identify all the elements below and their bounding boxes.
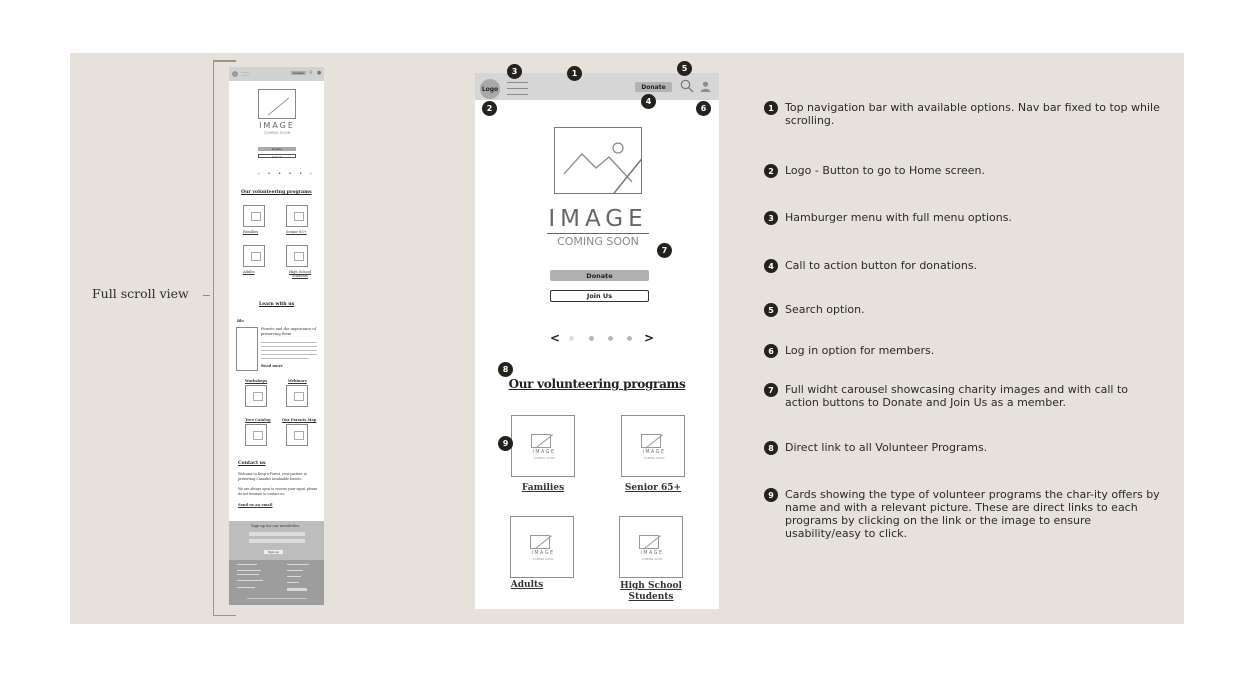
thumb-card <box>286 424 308 446</box>
thumb-article-image <box>236 327 258 371</box>
thumb-social-icons <box>287 588 307 591</box>
badge-8: 8 <box>498 362 513 377</box>
thumb-hero-image <box>258 89 296 119</box>
legend-text: Hamburger menu with full menu options. <box>785 211 1012 224</box>
thumb-newsletter-input <box>249 539 305 543</box>
card-coming-soon: COMING SOON <box>532 557 554 561</box>
legend-number: 2 <box>764 164 778 178</box>
card-title-senior[interactable]: Senior 65+ <box>624 483 682 493</box>
thumb-copyright <box>247 598 307 599</box>
card-coming-soon: COMING SOON <box>533 456 555 460</box>
volunteering-programs-link[interactable]: Our volunteering programs <box>508 377 686 391</box>
thumb-learn-label: Tree Catalog <box>245 418 271 422</box>
carousel-dot[interactable] <box>608 336 613 341</box>
thumb-footer-text <box>287 582 299 583</box>
thumb-footer-text <box>237 564 257 565</box>
thumb-footer-text <box>237 570 261 571</box>
carousel-prev-arrow[interactable]: < <box>550 331 561 345</box>
thumb-footer-text <box>237 587 255 588</box>
card-image-text: IMAGE <box>531 551 555 556</box>
thumb-logo <box>232 71 238 77</box>
thumb-read-more: Read more <box>261 364 283 368</box>
card-title-high-school[interactable]: High School Students <box>620 581 682 602</box>
legend-text: Full widht carousel showcasing charity images and with call to action buttons to Donate and Join Us as a member. <box>785 383 1129 409</box>
image-divider <box>547 233 649 234</box>
legend-number: 5 <box>764 303 778 317</box>
badge-4: 4 <box>641 94 656 109</box>
thumb-footer-text <box>237 580 263 581</box>
carousel-dot[interactable] <box>589 336 594 341</box>
thumb-article-text <box>261 354 317 355</box>
badge-6: 6 <box>696 101 711 116</box>
program-card-senior[interactable] <box>621 415 685 477</box>
carousel-dot[interactable] <box>569 336 574 341</box>
thumb-learn-title: Learn with us <box>259 302 295 307</box>
thumb-join-hero: Join Us <box>258 154 296 158</box>
thumb-newsletter-title: Sign up for our newsletter <box>251 524 300 528</box>
legend-text: Direct link to all Volunteer Programs. <box>785 441 988 454</box>
thumb-user-icon: ● <box>317 70 322 76</box>
thumb-image-text: IMAGE <box>259 121 295 130</box>
user-icon[interactable] <box>700 81 711 92</box>
thumb-footer <box>229 560 324 605</box>
thumb-footer-text <box>287 570 303 571</box>
thumb-card <box>286 205 308 227</box>
thumb-contact-text2: We are always open to receive your input, please do not hesitate to contact us. <box>238 487 318 496</box>
thumb-card-label: Senior 65+ <box>286 230 307 234</box>
card-title-adults[interactable]: Adults <box>510 580 544 590</box>
thumb-article-text <box>261 358 309 359</box>
thumb-contact-title: Contact us <box>238 461 266 466</box>
thumb-nav-bar <box>229 67 324 81</box>
card-image-icon <box>530 535 556 551</box>
donate-nav-button[interactable]: Donate <box>635 82 672 92</box>
card-image-icon <box>641 434 667 450</box>
hamburger-menu-icon[interactable] <box>507 82 528 95</box>
program-card-adults[interactable] <box>510 516 574 578</box>
thumb-article-text <box>261 342 317 343</box>
thumb-article-text <box>261 350 317 351</box>
thumb-learn-label: Our Parents Map <box>282 418 317 422</box>
hero-donate-button[interactable]: Donate <box>550 270 649 281</box>
legend-text: Log in option for members. <box>785 344 935 357</box>
thumb-send-email: Send us an email <box>238 503 273 507</box>
thumb-card-label: Families <box>243 230 259 234</box>
thumb-article-title: Forests and the importance of preserving them <box>261 327 316 336</box>
legend-number: 9 <box>764 488 778 502</box>
card-image-text: IMAGE <box>642 450 666 455</box>
thumb-article-text <box>261 346 317 347</box>
thumb-learn-label: Workshops <box>245 379 268 383</box>
thumb-blog-label: Blo <box>237 319 244 323</box>
legend-text: Logo - Button to go to Home screen. <box>785 164 986 177</box>
thumb-carousel-dots: ‹ • • • • › <box>258 171 315 177</box>
badge-7: 7 <box>657 243 672 258</box>
carousel-dot[interactable] <box>627 336 632 341</box>
card-image-icon <box>531 434 557 450</box>
hero-join-button[interactable]: Join Us <box>550 290 649 302</box>
logo-button[interactable]: Logo <box>480 79 500 99</box>
image-coming-soon-title: IMAGE <box>548 206 648 232</box>
thumb-hamburger-icon <box>241 72 249 73</box>
badge-9: 9 <box>498 436 513 451</box>
mobile-home-wireframe <box>475 73 719 609</box>
carousel-next-arrow[interactable]: > <box>644 331 655 345</box>
legend-number: 6 <box>764 344 778 358</box>
mountain-image-icon <box>554 127 642 194</box>
badge-1: 1 <box>567 66 582 81</box>
legend-number: 3 <box>764 211 778 225</box>
thumb-card <box>243 245 265 267</box>
card-image-text: IMAGE <box>532 450 556 455</box>
legend-number: 7 <box>764 383 778 397</box>
thumb-search-icon: ⚲ <box>309 70 313 76</box>
thumb-footer-text <box>237 574 259 575</box>
card-image-icon <box>639 535 665 551</box>
legend-text: Search option. <box>785 303 865 316</box>
thumb-donate-hero: Donate <box>258 147 296 151</box>
thumb-card <box>243 205 265 227</box>
card-image-text: IMAGE <box>640 551 664 556</box>
thumb-learn-label: Webinars <box>288 379 307 383</box>
full-scroll-tick <box>203 295 210 296</box>
thumb-card <box>245 385 267 407</box>
thumb-card <box>286 385 308 407</box>
thumb-hamburger-icon <box>241 75 249 76</box>
thumb-contact-text: Welcome to Keep a Forest, your partner in preserving Canada's invaluable forests. <box>238 472 307 481</box>
thumb-donate-button: Donate <box>293 71 304 75</box>
legend-text: Call to action button for donations. <box>785 259 978 272</box>
carousel-controls <box>547 331 657 345</box>
thumb-card <box>286 245 308 267</box>
thumb-card-label: Adults <box>243 270 255 274</box>
legend-text: Cards showing the type of volunteer programs the char-ity offers by name and with a relevant picture. These are direct links to each programs by clicking on the link or the image to ensure usability/easy to click. <box>785 488 1160 540</box>
legend-number: 4 <box>764 259 778 273</box>
full-scroll-label: Full scroll view <box>92 286 189 301</box>
thumb-footer-text <box>287 576 301 577</box>
thumb-coming-soon: COMING SOON <box>263 131 291 135</box>
card-title-families[interactable]: Families <box>521 483 565 493</box>
hero-image-placeholder[interactable] <box>554 127 642 194</box>
thumb-card-label: High School Students <box>288 270 312 278</box>
badge-3: 3 <box>507 64 522 79</box>
thumb-programs-title: Our volunteering programs <box>241 190 312 195</box>
coming-soon-text: COMING SOON <box>557 235 639 248</box>
legend-number: 1 <box>764 101 778 115</box>
badge-2: 2 <box>482 101 497 116</box>
search-icon[interactable] <box>680 79 694 93</box>
card-coming-soon: COMING SOON <box>643 456 665 460</box>
thumb-newsletter-input <box>249 532 305 536</box>
program-card-families[interactable] <box>511 415 575 477</box>
legend-number: 8 <box>764 441 778 455</box>
thumb-footer-text <box>287 564 309 565</box>
thumb-card <box>245 424 267 446</box>
full-scroll-thumbnail <box>229 67 324 605</box>
legend-text: Top navigation bar with available options. Nav bar fixed to top while scrolling. <box>785 101 1160 127</box>
badge-5: 5 <box>677 61 692 76</box>
thumb-signup-button: Sign up <box>264 550 283 554</box>
card-coming-soon: COMING SOON <box>641 557 663 561</box>
program-card-high-school[interactable] <box>619 516 683 578</box>
